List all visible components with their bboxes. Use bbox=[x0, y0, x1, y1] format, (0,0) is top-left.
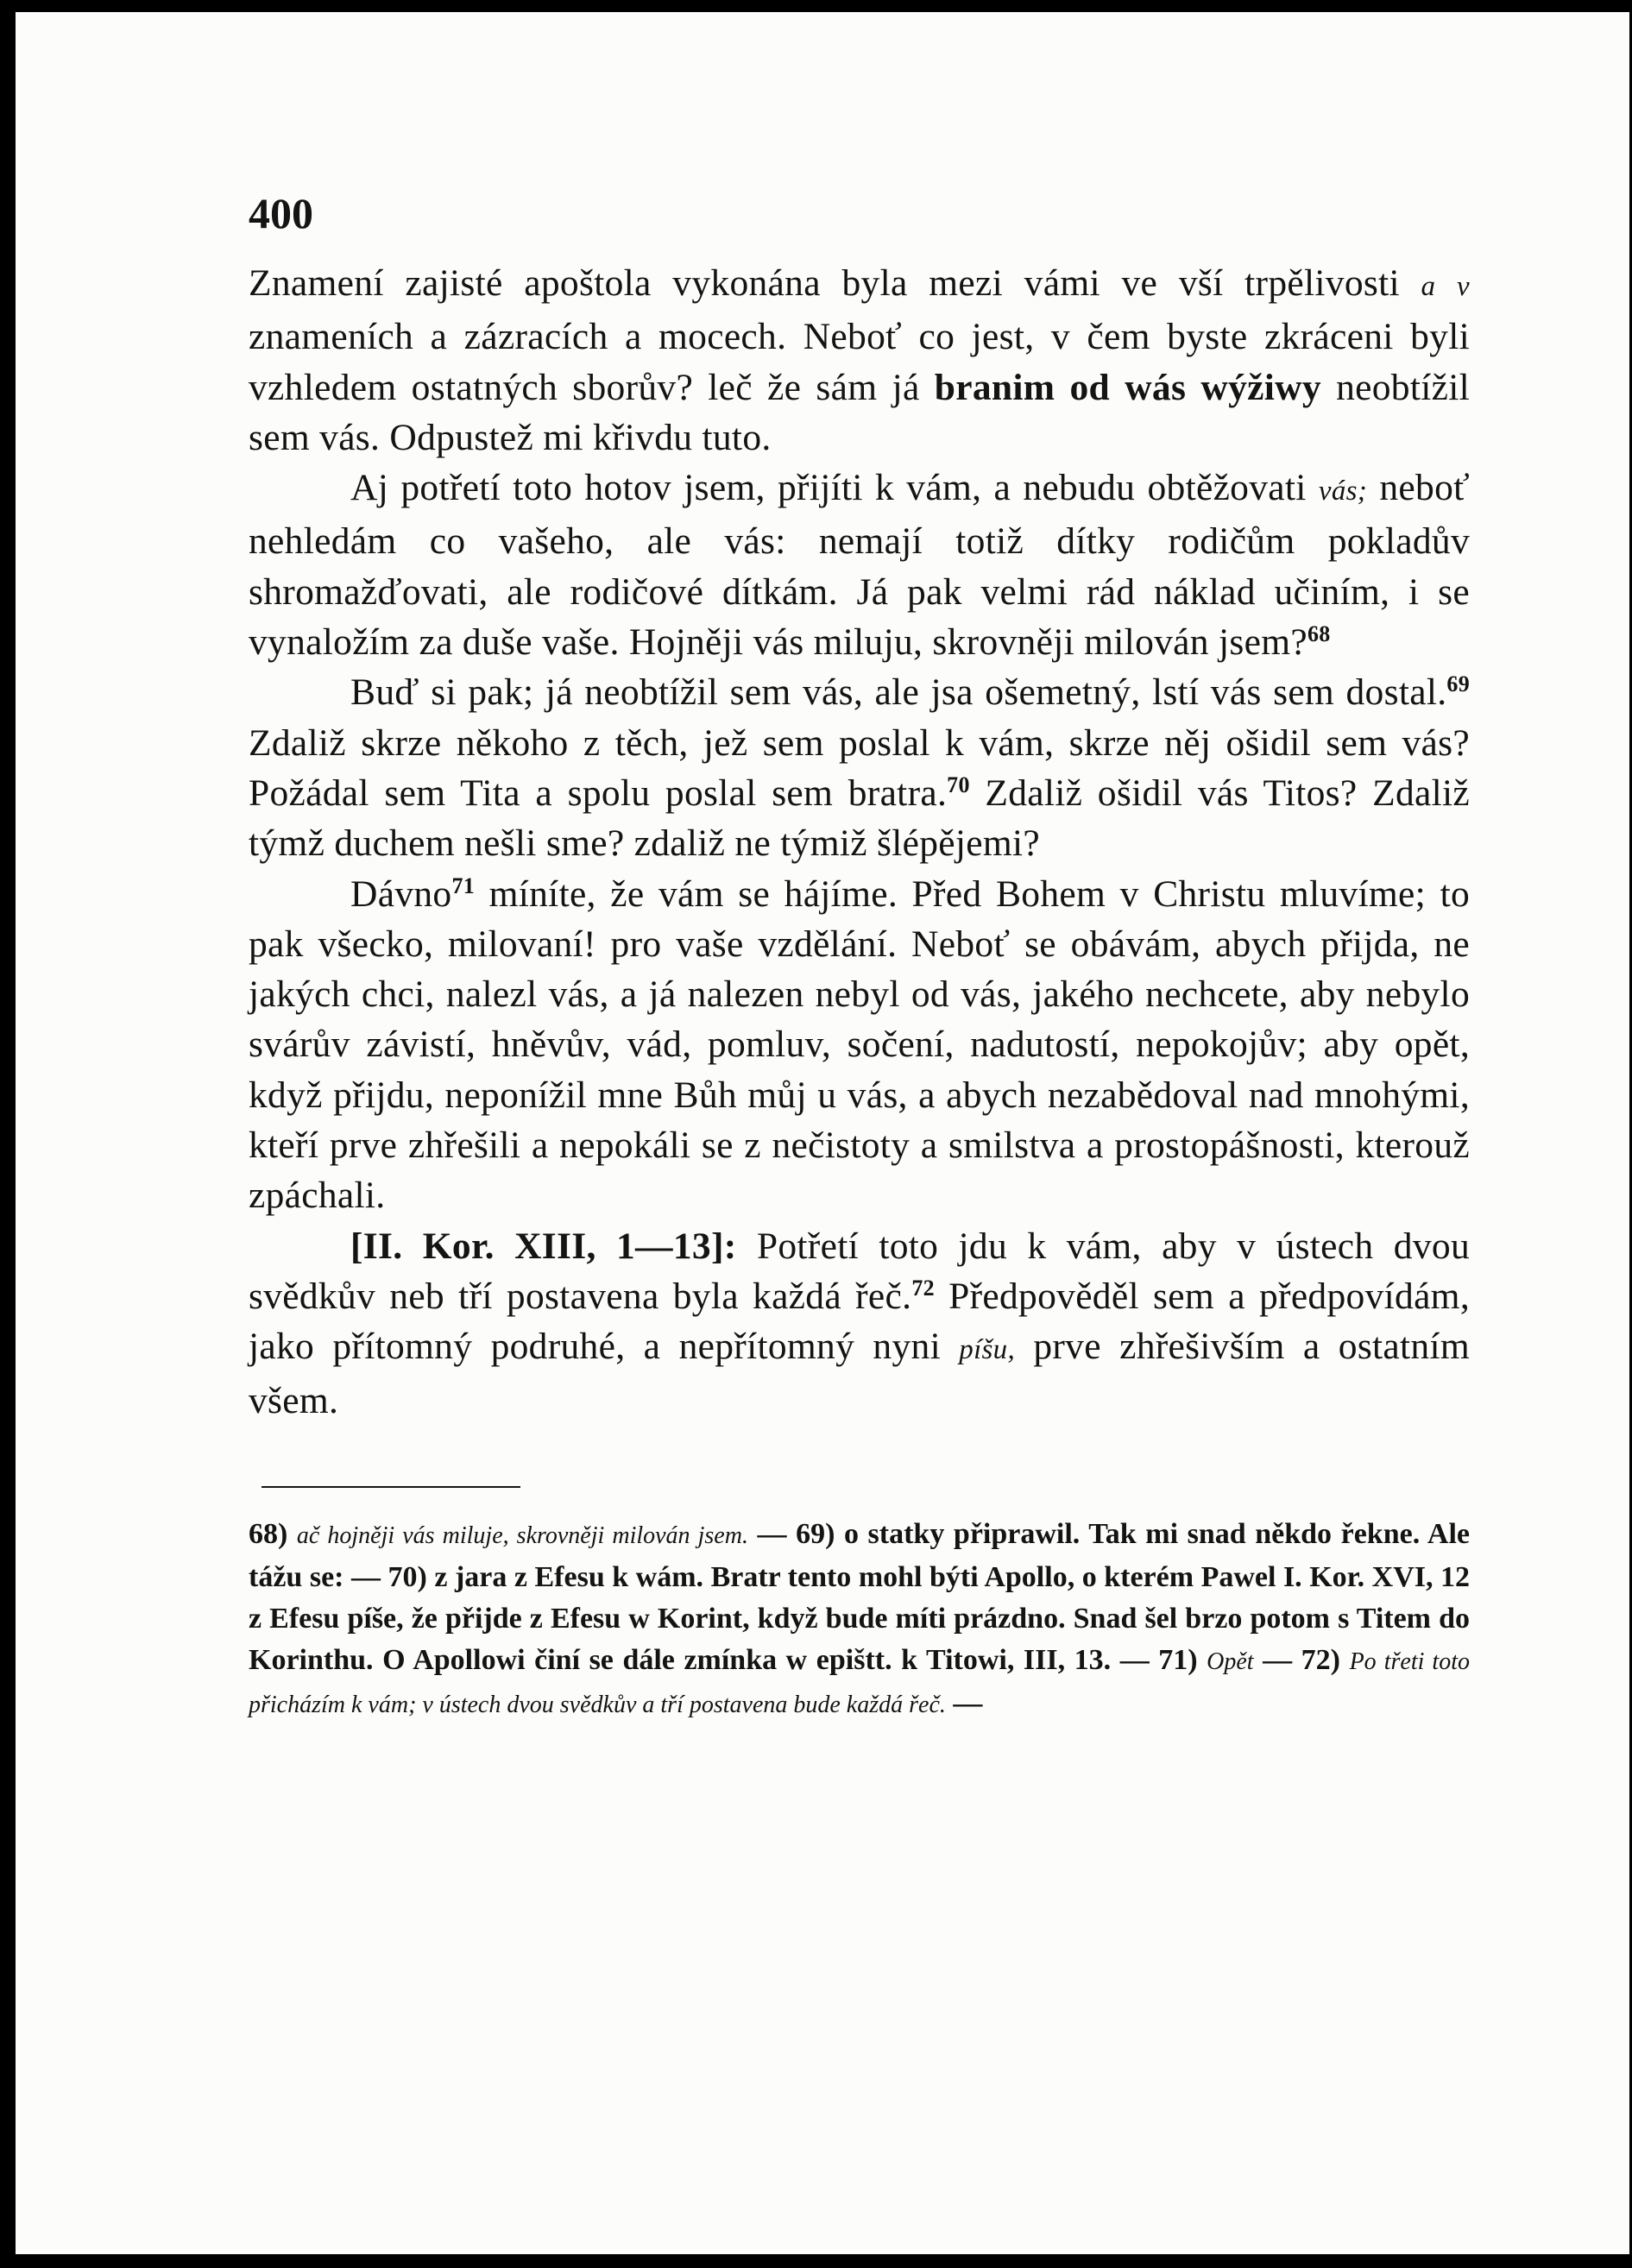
styled-text: a bbox=[1421, 271, 1436, 302]
paragraph bbox=[249, 667, 1470, 868]
footnote-divider bbox=[261, 1486, 520, 1488]
text-run bbox=[1435, 262, 1457, 304]
footnotes bbox=[249, 1514, 1470, 1726]
paragraph bbox=[249, 258, 1470, 463]
footnote-text: — bbox=[945, 1686, 983, 1719]
footnote-text: 68) bbox=[249, 1517, 297, 1550]
text-run: znameních a zázracích a mocech. Neboť co jest, v čem byste zkráceni byli vzhledem ostatných sborův? leč že sám já bbox=[249, 316, 1470, 408]
footnote-text: — 69) o statky připrawil. Tak mi snad někdo řekne. Ale tážu se: — 70) z jara z Efesu k wám. Bratr tento mohl býti Apollo, o kterém Pawel I. Kor. XVI, 12 z Efesu píše, že přijde z Efesu w Korint, když bude míti prázdno. Snad šel brzo potom s Titem do Korinthu. O Apollowi činí se dále zmínka w epištt. k Titowi, III, 13. — 71) bbox=[249, 1517, 1471, 1676]
text-run: Zdaliž ošidil vás Titos? Zdaliž týmž duchem nešli sme? zdaliž ne týmiž šlépějemi? bbox=[249, 772, 1470, 865]
text-run: prve zhřešivším a ostatním všem. bbox=[249, 1326, 1470, 1421]
page-content bbox=[249, 189, 1470, 1726]
footnote-text: Po třeti toto přicházím k vám; v ústech dvou svědkův a tří postavena bude každá řeč. bbox=[249, 1647, 1470, 1718]
styled-text: branim od wás wýžiwy bbox=[934, 366, 1321, 408]
footnote-ref: 72 bbox=[911, 1275, 935, 1301]
text-run: Zdaliž skrze někoho z těch, jež sem poslal k vám, skrze něj ošidil sem vás? Požádal sem Tita a spolu poslal sem bratra. bbox=[249, 721, 1470, 814]
book-page bbox=[16, 12, 1629, 2254]
text-run: neboť nehledám co vašeho, ale vás: nemají totiž dítky rodičům pokladův shromažďovati, ale rodičové dítkám. Já pak velmi rád náklad učiním, i se vynaložím za duše vaše. Hojněji vás miluju, skrovněji milován jsem? bbox=[249, 467, 1471, 664]
footnote-text: Opět bbox=[1207, 1647, 1254, 1675]
footnote-text: ač hojněji vás miluje, skrovněji milován jsem. bbox=[296, 1521, 748, 1549]
styled-text: [II. Kor. XIII, 1—13]: bbox=[350, 1225, 737, 1267]
text-run: Aj potřetí toto hotov jsem, přijíti k vám, a nebudu obtěžovati bbox=[350, 467, 1319, 509]
text-run: neobtížil sem vás. Odpustež mi křivdu tuto. bbox=[249, 366, 1470, 458]
footnote-ref: 71 bbox=[451, 873, 476, 898]
text-run: míníte, že vám se hájíme. Před Bohem v Christu mluvíme; to pak všecko, milovaní! pro vaše vzdělání. Neboť se obávám, abych přijda, ne jakých chci, nalezl vás, a já nalezen nebyl od vás, jakého nechcete, aby nebylo svárův závistí, hněvův, vád, pomluv, sočení, nadutostí, nepokojův; aby opět, když přijdu, neponížil mne Bůh můj u vás, a abych nezabědoval nad mnohými, kteří prve zhřešili a nepokáli se z nečistoty a smilstva a prostopášnosti, kterouž zpáchali. bbox=[249, 873, 1470, 1217]
styled-text: v bbox=[1457, 271, 1470, 302]
main-text bbox=[249, 258, 1470, 1426]
text-run: Předpověděl sem a předpovídám, jako přítomný podruhé, a nepřítomný nyni bbox=[249, 1275, 1470, 1368]
text-run: Buď si pak; já neobtížil sem vás, ale jsa ošemetný, lstí vás sem dostal. bbox=[350, 671, 1447, 714]
styled-text: píšu, bbox=[959, 1334, 1016, 1366]
footnote-text: — 72) bbox=[1253, 1643, 1350, 1676]
text-run: Dávno bbox=[350, 873, 452, 915]
page-number: 400 bbox=[249, 189, 313, 237]
footnote-ref: 70 bbox=[947, 772, 970, 797]
paragraph bbox=[249, 869, 1470, 1221]
text-run: Potřetí toto jdu k vám, aby v ústech dvou svědkův neb tří postavena byla každá řeč. bbox=[249, 1225, 1470, 1317]
footnote-ref: 69 bbox=[1446, 671, 1470, 697]
text-run: Znamení zajisté apoštola vykonána byla mezi vámi ve vší trpělivosti bbox=[249, 262, 1421, 304]
styled-text: vás; bbox=[1318, 476, 1368, 507]
paragraph bbox=[249, 1221, 1470, 1426]
footnote-ref: 68 bbox=[1307, 621, 1331, 647]
paragraph bbox=[249, 463, 1470, 667]
